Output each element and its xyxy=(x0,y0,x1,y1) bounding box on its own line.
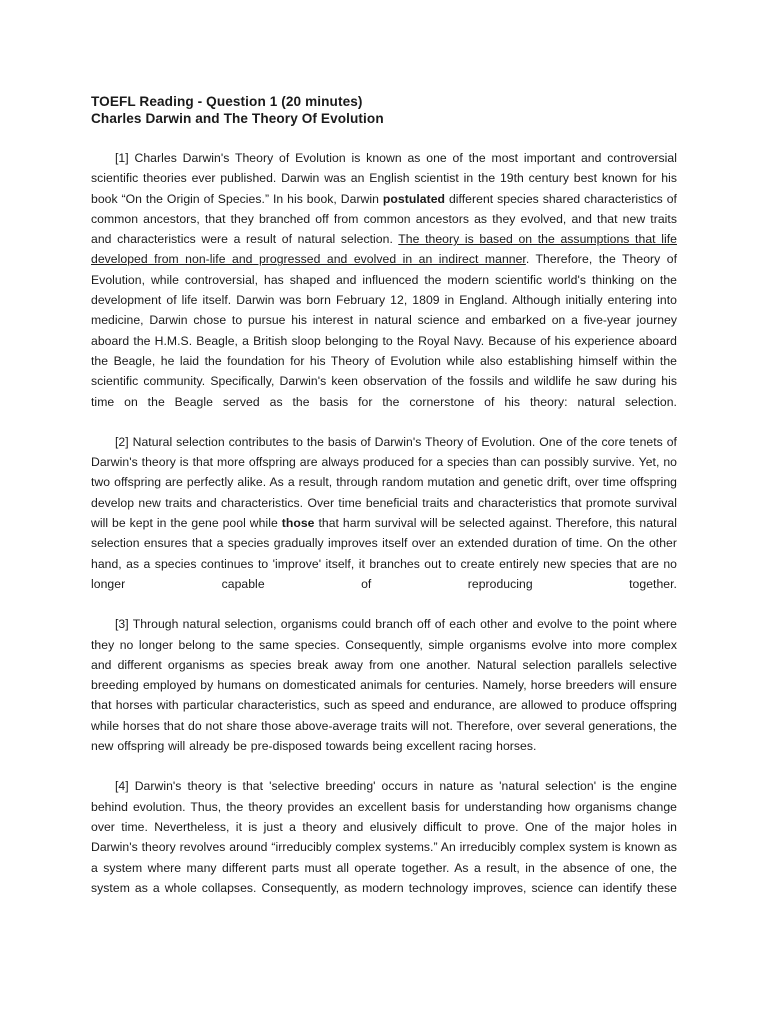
paragraph-3-number: [3] xyxy=(115,617,129,632)
document-page xyxy=(91,93,677,898)
highlighted-word-those: those xyxy=(281,516,315,531)
document-subtitle: Charles Darwin and The Theory Of Evolution xyxy=(91,111,384,126)
underlined-sentence: The theory is based on the assumptions that life developed from non-life and progressed and evolved in an indirect manner xyxy=(91,232,677,267)
paragraph-4-number: [4] xyxy=(115,779,129,794)
paragraph-1-number: [1] xyxy=(115,151,129,165)
paragraph-1-text-c: . Therefore, the Theory of Evolution, while controversial, has shaped and influenced the modern scientific world's thinking on the development of life itself. Darwin was born February 12, 1809 in England. Although initially entering into medicine, Darwin chose to pursue his interest in natural science and embarked on a five-year journey aboard the H.M.S. Beagle, a British sloop belonging to the Royal Navy. Because of his experience aboard the Beagle, he laid the foundation for his Theory of Evolution while also establishing himself within the scientific community. Specifically, Darwin's keen observation of the fossils and wildlife he saw during his time on the Beagle served as the basis for the cornerstone of his theory: natural selection. xyxy=(91,252,677,409)
paragraph-3 xyxy=(91,614,677,756)
paragraph-1-text-a: Charles Darwin's Theory of Evolution is known as one of the most important and controversial scientific theories ever published. Darwin was an English scientist in the 19th century best known for his book “On the Origin of Species.” In his book, Darwin xyxy=(91,151,677,206)
paragraph-2-text-a: Natural selection contributes to the basis of Darwin's Theory of Evolution. One of the core tenets of Darwin's theory is that more offspring are always produced for a species than can possibly survive. Yet, no two offspring are perfectly alike. As a result, through random mutation and genetic drift, over time offspring develop new traits and characteristics. Over time beneficial traits and characteristics that promote survival will be kept in the gene pool while xyxy=(91,434,677,531)
paragraph-4 xyxy=(91,776,677,898)
paragraph-4-text: Darwin's theory is that 'selective breeding' occurs in nature as 'natural selection' is the engine behind evolution. Thus, the theory provides an excellent basis for understanding how organisms change over time. Nevertheless, it is just a theory and elusively difficult to prove. One of the major holes in Darwin's theory revolves around “irreducibly complex systems.” An irreducibly complex system is known as a system where many different parts must all operate together. As a result, in the absence of one, the system as a whole collapses. Consequently, as modern technology improves, science can identify these xyxy=(91,779,677,895)
paragraph-2-text-b: that harm survival will be selected against. Therefore, this natural selection ensures that a species gradually improves itself over an extended duration of time. On the other hand, as a species continues to 'improve' itself, it branches out to create entirely new species that are no longer capable of reproducing together. xyxy=(91,516,677,591)
paragraph-2 xyxy=(91,432,677,594)
document-title: TOEFL Reading - Question 1 (20 minutes) xyxy=(91,94,363,109)
paragraph-3-text: Through natural selection, organisms could branch off of each other and evolve to the point where they no longer belong to the same species. Consequently, simple organisms evolve into more complex and different organisms as species break away from one another. Natural selection parallels selective breeding employed by humans on domesticated animals for centuries. Namely, horse breeders will ensure that horses with particular characteristics, such as speed and endurance, are allowed to produce offspring while horses that do not share those above-average traits will not. Therefore, over several generations, the new offspring will already be pre-disposed towards being excellent racing horses. xyxy=(91,617,677,754)
paragraph-2-number: [2] xyxy=(115,434,129,449)
paragraph-1 xyxy=(91,148,677,412)
paragraph-1-text-b: different species shared characteristics of common ancestors, that they branched off from common ancestors as they evolved, and that new traits and characteristics were a result of natural selection. xyxy=(91,191,677,247)
highlighted-word-postulated: postulated xyxy=(382,191,446,206)
